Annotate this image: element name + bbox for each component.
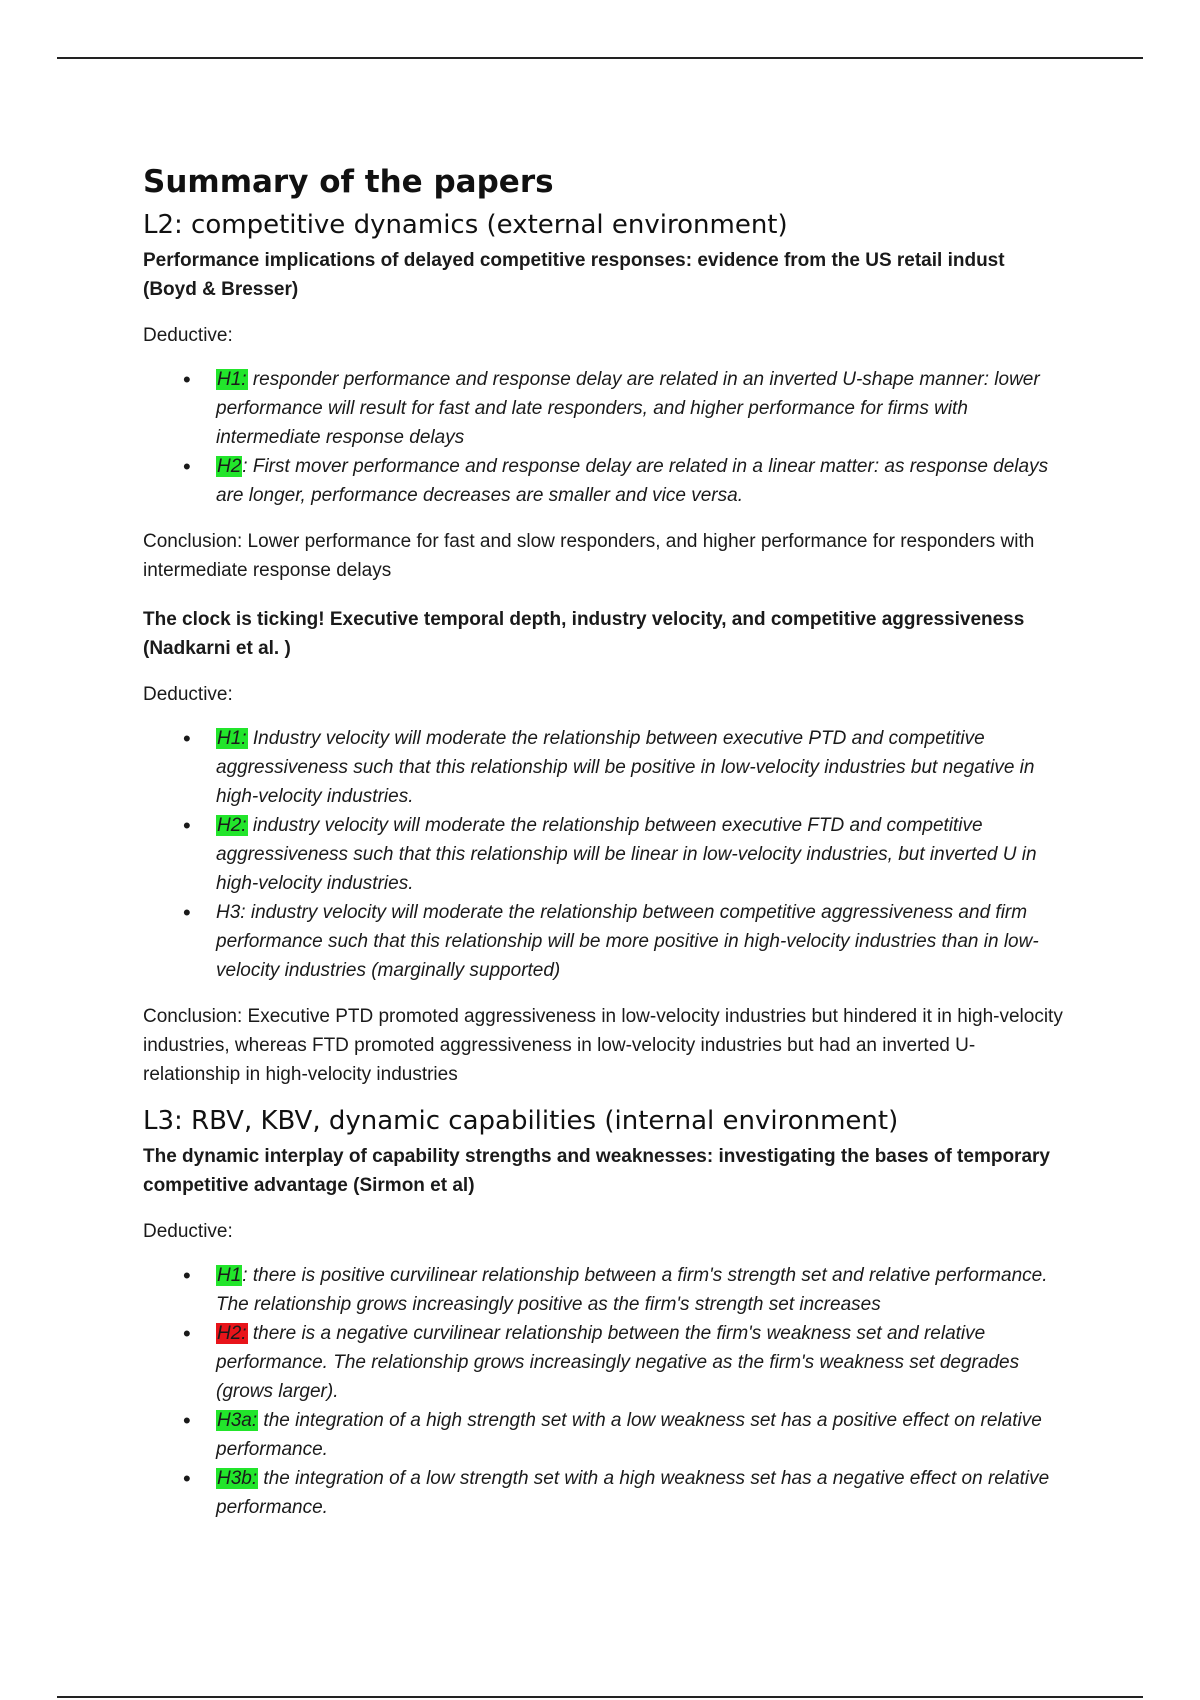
hypothesis-text: Industry velocity will moderate the relationship between executive PTD and competitive aggressiveness such that this relationship will be positive in low-velocity industries but negative in high-velocity industries.	[216, 728, 1035, 807]
hypothesis-tag: H1	[217, 1265, 242, 1286]
paper-title: The dynamic interplay of capability strengths and weaknesses: investigating the bases of temporary competitive advantage (Sirmon et al)	[143, 1146, 1050, 1196]
hypothesis-tag: H2	[217, 456, 242, 477]
hypothesis-item	[216, 724, 1063, 811]
hypothesis-tag: H3:	[216, 902, 246, 923]
paper-nadkarni	[143, 605, 1063, 1089]
hypothesis-tag: H1:	[217, 369, 247, 390]
hypothesis-item	[216, 898, 1063, 985]
document-title: Summary of the papers	[143, 164, 554, 200]
hypothesis-text: industry velocity will moderate the relationship between competitive aggressiveness and firm performance such that this relationship will be more positive in high-velocity industries than in low-velocity industries (marginally supported)	[216, 902, 1039, 981]
hypothesis-tag: H3b:	[217, 1468, 258, 1489]
method-label: Deductive:	[143, 684, 233, 705]
paper-sirmon	[143, 1142, 1063, 1522]
hypothesis-tag: H2:	[217, 815, 247, 836]
hypothesis-list	[143, 724, 1063, 985]
section-l3	[143, 1104, 1063, 1522]
hypothesis-item	[216, 1406, 1063, 1464]
hypothesis-item	[216, 452, 1063, 510]
section-heading: L3: RBV, KBV, dynamic capabilities (internal environment)	[143, 1106, 899, 1136]
hypothesis-text: responder performance and response delay are related in an inverted U-shape manner: lower performance will result for fast and late responders, and higher performance for firms with intermediate response delays	[216, 369, 1040, 448]
hypothesis-text: there is a negative curvilinear relationship between the firm's weakness set and relative performance. The relationship grows increasingly negative as the firm's weakness set degrades (grows larger).	[216, 1323, 1020, 1402]
hypothesis-text: : First mover performance and response delay are related in a linear matter: as response delays are longer, performance decreases are smaller and vice versa.	[216, 456, 1049, 506]
section-heading: L2: competitive dynamics (external environment)	[143, 210, 788, 240]
hypothesis-tag: H2:	[217, 1323, 247, 1344]
hypothesis-list	[143, 365, 1063, 510]
header-rule	[57, 57, 1143, 59]
hypothesis-item	[216, 811, 1063, 898]
paper-title: Performance implications of delayed competitive responses: evidence from the US retail indust (Boyd & Bresser)	[143, 250, 1005, 300]
hypothesis-list	[143, 1261, 1063, 1522]
method-label: Deductive:	[143, 1221, 233, 1242]
hypothesis-item	[216, 1261, 1063, 1319]
hypothesis-tag: H3a:	[217, 1410, 258, 1431]
hypothesis-item	[216, 1319, 1063, 1406]
conclusion: Conclusion: Lower performance for fast and slow responders, and higher performance for responders with intermediate response delays	[143, 531, 1035, 581]
method-label: Deductive:	[143, 325, 233, 346]
hypothesis-item	[216, 1464, 1063, 1522]
hypothesis-text: : there is positive curvilinear relationship between a firm's strength set and relative performance. The relationship grows increasingly positive as the firm's strength set increases	[216, 1265, 1048, 1315]
hypothesis-text: industry velocity will moderate the relationship between executive FTD and competitive aggressiveness such that this relationship will be linear in low-velocity industries, but inverted U in high-velocity industries.	[216, 815, 1037, 894]
footer-rule	[57, 1696, 1143, 1698]
document-page	[143, 162, 1063, 1539]
conclusion: Conclusion: Executive PTD promoted aggressiveness in low-velocity industries but hindered it in high-velocity industries, whereas FTD promoted aggressiveness in low-velocity industries but had an inverted U-relationship in high-velocity industries	[143, 1006, 1063, 1085]
hypothesis-item	[216, 365, 1063, 452]
hypothesis-text: the integration of a low strength set with a high weakness set has a negative effect on relative performance.	[216, 1468, 1050, 1518]
paper-boyd-bresser	[143, 246, 1063, 585]
paper-title: The clock is ticking! Executive temporal depth, industry velocity, and competitive aggressiveness (Nadkarni et al. )	[143, 609, 1025, 659]
section-l2	[143, 208, 1063, 1089]
hypothesis-tag: H1:	[217, 728, 247, 749]
hypothesis-text: the integration of a high strength set with a low weakness set has a positive effect on relative performance.	[216, 1410, 1042, 1460]
